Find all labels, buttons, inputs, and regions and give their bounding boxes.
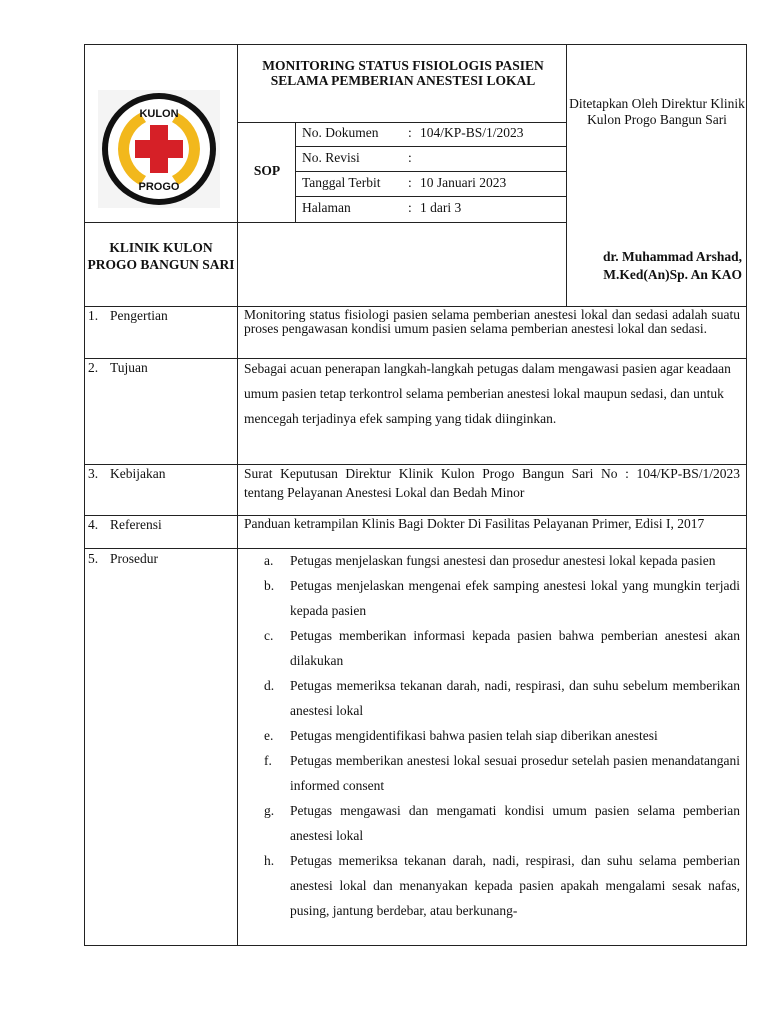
meta-value: 104/KP-BS/1/2023 <box>420 125 524 140</box>
meta-row-4 <box>237 222 567 223</box>
procedure-item <box>264 723 740 748</box>
header-divider-left <box>237 44 238 946</box>
procedure-text: Petugas memberikan anestesi lokal sesuai prosedur setelah pasien menandatangani informed consent <box>290 753 740 793</box>
meta-key: Tanggal Terbit <box>302 175 381 190</box>
clinic-logo <box>98 90 220 208</box>
signatory <box>560 248 742 283</box>
table-border-right <box>746 44 747 946</box>
procedure-text: Petugas mengidentifikasi bahwa pasien telah siap diberikan anestesi <box>290 728 658 743</box>
section-label-tujuan: Tujuan <box>110 360 148 375</box>
meta-value: 1 dari 3 <box>420 200 462 215</box>
procedure-item <box>264 673 740 723</box>
sop-label: SOP <box>253 163 281 178</box>
meta-key: No. Dokumen <box>302 125 379 140</box>
table-border-left <box>84 44 85 946</box>
procedure-item <box>264 573 740 623</box>
signatory-name: dr. Muhammad Arshad, <box>602 249 742 264</box>
section-text-kebijakan: Surat Keputusan Direktur Klinik Kulon Progo Bangun Sari No : 104/KP-BS/1/2023 tentang Pelayanan Anestesi Lokal dan Bedah Minor <box>244 466 740 500</box>
meta-document-number: No. Dokumen : 104/KP-BS/1/2023 <box>302 125 524 140</box>
procedure-text: Petugas mengawasi dan mengamati kondisi umum pasien selama pemberian anestesi lokal <box>290 803 740 843</box>
logo-top-text: KULON <box>139 108 179 120</box>
section-label-pengertian: Pengertian <box>110 308 168 323</box>
procedure-item <box>264 748 740 798</box>
signatory-title: M.Ked(An)Sp. An KAO <box>603 266 742 282</box>
section-label-referensi: Referensi <box>110 517 162 532</box>
meta-value: 10 Januari 2023 <box>420 175 507 190</box>
section-number: 1. <box>88 308 99 323</box>
procedure-letter: a. <box>264 553 274 568</box>
section-label-kebijakan: Kebijakan <box>110 466 166 481</box>
procedure-text: Petugas memeriksa tekanan darah, nadi, respirasi, dan suhu selama pemberian anestesi lokal dan menanyakan kepada pasien apakah mengalami sesak nafas, pusing, jantung berdebar, atau berkunang- <box>290 853 740 918</box>
document-title: MONITORING STATUS FISIOLOGIS PASIEN SELAMA PEMBERIAN ANESTESI LOKAL <box>262 58 544 88</box>
table-border-bottom <box>84 945 747 946</box>
procedure-letter: h. <box>264 853 275 868</box>
procedure-letter: e. <box>264 728 274 743</box>
meta-key: No. Revisi <box>302 150 360 165</box>
meta-issue-date: Tanggal Terbit : 10 Januari 2023 <box>302 175 507 190</box>
clinic-name: KLINIK KULON PROGO BANGUN SARI <box>87 240 235 272</box>
meta-revision: No. Revisi : <box>302 150 412 165</box>
section-number: 3. <box>88 466 99 481</box>
table-border-top <box>84 44 747 45</box>
logo-bottom-text: PROGO <box>138 181 180 193</box>
procedure-text: Petugas menjelaskan fungsi anestesi dan prosedur anestesi lokal kepada pasien <box>290 553 716 568</box>
section-label-prosedur: Prosedur <box>110 551 158 566</box>
procedure-item <box>264 848 740 923</box>
section-number: 5. <box>88 551 99 566</box>
procedure-letter: b. <box>264 578 275 593</box>
section-text-pengertian: Monitoring status fisiologi pasien selama pemberian anestesi lokal dan sedasi adalah suatu proses pengawasan kondisi umum pasien selama pemberian anestesi lokal dan sedasi. <box>244 307 740 336</box>
procedure-item <box>264 548 740 573</box>
procedure-text: Petugas memeriksa tekanan darah, nadi, respirasi, dan suhu sebelum memberikan anestesi lokal <box>290 678 740 718</box>
established-by: Ditetapkan Oleh Direktur Klinik Kulon Progo Bangun Sari <box>569 96 745 127</box>
meta-key: Halaman <box>302 200 351 215</box>
section-number: 4. <box>88 517 99 532</box>
section-number: 2. <box>88 360 99 375</box>
procedure-text: Petugas memberikan informasi kepada pasien bahwa pemberian anestesi akan dilakukan <box>290 628 740 668</box>
procedure-text: Petugas menjelaskan mengenai efek samping anestesi lokal yang mungkin terjadi kepada pasien <box>290 578 740 618</box>
section-text-tujuan: Sebagai acuan penerapan langkah-langkah petugas dalam mengawasi pasien agar keadaan umum pasien tetap terkontrol selama pemberian anestesi lokal maupun sedasi, dan untuk mencegah terjadinya efek samping yang tidak diinginkan. <box>244 361 731 426</box>
procedure-list <box>264 548 740 923</box>
procedure-letter: g. <box>264 803 275 818</box>
meta-page: Halaman : 1 dari 3 <box>302 200 462 215</box>
procedure-item <box>264 798 740 848</box>
procedure-letter: c. <box>264 628 274 643</box>
procedure-letter: d. <box>264 678 275 693</box>
logo-row-divider <box>84 222 238 223</box>
section-text-referensi: Panduan ketrampilan Klinis Bagi Dokter Di Fasilitas Pelayanan Primer, Edisi I, 2017 <box>244 516 705 531</box>
procedure-letter: f. <box>264 753 272 768</box>
procedure-item <box>264 623 740 673</box>
